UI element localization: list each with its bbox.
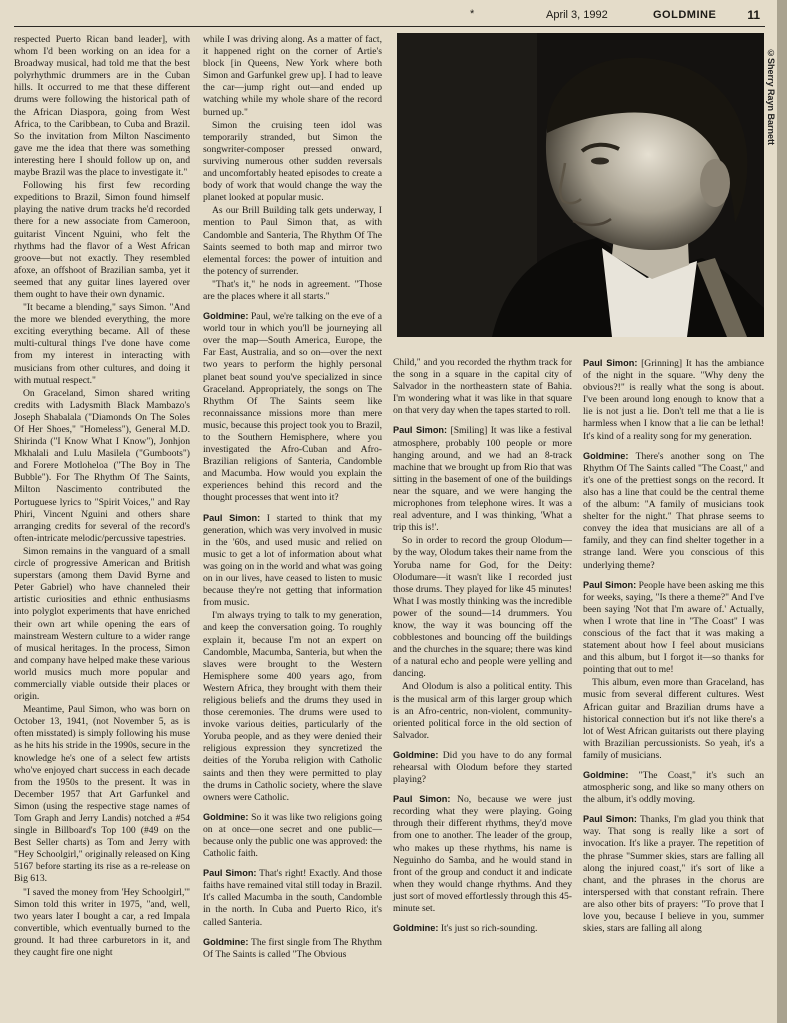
paragraph: So in order to record the group Olodum—by the way, Olodum takes their name from the Yoruba name for God, for the Deity: Olodumare—it wasn't like I recorded just those drums. They played for like 45 minutes! What I was mostly thinking was the incredible power of the sound—14 drummers. You know, the way it was bouncing off the cobblestones and bouncing off the buildings and the churches in the square; there was kind of a natural echo and people were yelling and dancing.	[393, 535, 572, 680]
question	[583, 769, 764, 806]
photo-credit: ©Sherry Rayn Barnett	[766, 48, 776, 146]
answer	[583, 579, 764, 677]
answer-text: Thanks, I'm glad you think that way. That song is really like a sort of invocation. It's like a prayer. The repetition of the phrase "Summer skies, stars are falling all along the injured coast," it's sort of like a chant, and the phrases in the chorus are interspersed with that constant refrain. There are also other bits of prayers: "To prove that I love you, because I believe in you, summer skies, stars are falling all along	[583, 814, 764, 935]
portrait-illustration	[397, 33, 764, 337]
column-3	[393, 357, 572, 936]
question-text: "The Coast," it's such an atmospheric song, and like so many others on the album, it's oddly moving.	[583, 770, 764, 806]
paragraph: This album, even more than Graceland, has music from several different cultures. West African guitar and Brazilian drums have a historical connection but it's not like there's a lot of West African guitarists out there playing with Brazilian percussionists. So yeah, it's a family of musicians.	[583, 677, 764, 761]
question-text: There's another song on The Rhythm Of The Saints called "The Coast," and it's one of the prettiest songs on the record. It also has a line that could be the central theme of the album: "A family of musicians took shelter for the night." That phrase seems to convey the idea that musicians are all of a family, and they can find shelter together in a strange land. Were you conscious of this underlying theme?	[583, 450, 764, 571]
speaker-goldmine: Goldmine:	[583, 770, 629, 780]
paragraph: Meantime, Paul Simon, who was born on October 13, 1941, (not November 5, as is often misstated) is simply following his muse as he hits his stride in the 1990s, secure in the knowledge he's one of a select few artists who've enjoyed chart success in each decade from the 1950s to the present. It was in December 1957 that Art Garfunkel and Simon (using the respective stage names of Tom Graph and Jerry Landis) notched a #54 single in Billboard's Top 100 (#49 on the Best Seller charts) as Tom and Jerry with "Hey Schoolgirl," originally released on King 5167 before starting its rise as a re-release on Big 613.	[14, 704, 190, 885]
paragraph: while I was driving along. As a matter of fact, it happened right on the corner of Artie's block [in Queens, New York where both Simon and Garfunkel grew up]. I had to leave the car—jump right out—and ended up watching while my whole share of the record burned up."	[203, 34, 382, 118]
speaker-paul-simon: Paul Simon:	[583, 814, 637, 825]
page-number: 11	[747, 8, 760, 22]
paragraph: Following his first few recording expeditions to Brazil, Simon found himself playing the native drum tracks he'd recorded there for a new associate from Cameroon, guitarist Vincent Nguini, who felt the rhythms had the flavor of a West African groove—but not exactly. They resembled afoxe, an offshoot of Brazilian samba, yet it seemed that any guitar lines layered over them ought to have their own dynamic.	[14, 180, 190, 300]
page-edge	[777, 0, 787, 1023]
paragraph: "It became a blending," says Simon. "And the more we blended everything, the more exciting everything became. All of these multi-cultural things I've done have come from my interest in interacting with musicians from other cultures, and doing it with mutual respect."	[14, 302, 190, 386]
paragraph: Simon the cruising teen idol was temporarily stranded, but Simon the songwriter-composer pressed onward, surviving numerous other sudden reversals and uncomfortably heated episodes to create a body of work that would change the way the planet looked at popular music.	[203, 119, 382, 204]
question	[203, 811, 382, 860]
paragraph: Simon remains in the vanguard of a small circle of progressive American and British superstars (among them David Byrne and Peter Gabriel) who have channeled their artistic curiosities and ethnic enthusiasms into polyglot experiments that have enriched their own art while opening the ears of mainstream Western culture to a wider range of musical heritages. In the process, Simon and company have helped make these various world musics much more popular and commercially viable outside their places or origin.	[14, 545, 190, 703]
answer	[393, 424, 572, 534]
answer-text: People have been asking me this for weeks, saying, "Is there a theme?" And I've been saying 'Not that I'm aware of.' Actually, when I wrote that line in "The Coast" I was conscious of the fact that it was making a statement about how I feel about musicians and this album, but I forgot it—so thanks for pointing that out to me!	[583, 579, 764, 676]
column-2	[203, 34, 382, 962]
question-text: Did you have to do any formal rehearsal with Olodum before they started playing?	[393, 749, 572, 786]
paragraph: "I saved the money from 'Hey Schoolgirl,'" Simon told this writer in 1975, "and, well, two years later I bought a car, a red Impala convertible, which eventually burned to the ground. It had three carburetors in it, and they caught fire one night	[14, 886, 190, 959]
speaker-goldmine: Goldmine:	[203, 311, 249, 322]
question-text: So it was like two religions going on at once—one secret and one public—because only the public one was approved: the Catholic faith.	[203, 811, 382, 860]
question	[203, 310, 382, 505]
paragraph: respected Puerto Rican band leader], with whom I'd been working on an idea for a Broadway musical, had told me that the best polyrhythmic drummers are in the Cuban hills. It occurred to me that these different drums were following the historical path of the African Diaspora, going from West Africa, to the Caribbean, to Cuba and Brazil. So the invitation from Milton Nascimento gave me the idea that there was something interesting here I should follow up on, and maybe Brazil was the place to investigate it."	[14, 34, 190, 179]
page-header	[470, 8, 760, 26]
paragraph: "That's it," he nods in agreement. "Those are the places where it all starts."	[203, 278, 382, 302]
header-star: *	[470, 8, 475, 20]
paragraph: As our Brill Building talk gets underway, I mention to Paul Simon that, as with Candomble and Santeria, The Rhythm Of The Saints seemed to both map and mirror two elemental forces: the power of intuition and the potency of surrender.	[203, 205, 382, 277]
speaker-paul-simon: Paul Simon:	[393, 794, 451, 805]
question-text: Paul, we're talking on the eve of a world tour in which you'll be journeying all over the map—South America, Europe, the Far East, Australia, and so on—over the next two years to perform the highly personal planet beat sound you've specialized in since Graceland. Appropriately, the songs on The Rhythm Of The Saints seem like reconnaissance missions more than mere music, because this project took you to Brazil, to the Southern Hemisphere, where you investigated the Afro-Cuban and Afro-Brazilian religions of Santeria, Candomble and Macumba. How would you explain the experiences behind this record and the thought processes that went into it?	[203, 311, 382, 504]
column-4	[583, 357, 764, 936]
header-rule	[14, 26, 765, 27]
question	[203, 936, 382, 961]
question-text: It's just so rich-sounding.	[440, 923, 538, 935]
speaker-paul-simon: Paul Simon:	[203, 868, 257, 879]
portrait-photo	[397, 33, 764, 337]
paragraph: On Graceland, Simon shared writing credits with Ladysmith Black Mambazo's Joseph Shabalala ("Diamonds On The Soles Of Her Shoes," "Homeless"), General M.D. Shirinda ("I Know What I Know"), Jonhjon Mkhalali and Lulu Masilela ("Gumboots") and Forere Motloheloa ("The Boy in The Bubble"). For The Rhythm Of The Saints, Milton Nascimento contributed the Portuguese lyrics to "Spirit Voices," and Ray Phiri, Vincent Nguini and others share arranging credits for several of the record's often-intricate melodic/percussive tapestries.	[14, 387, 190, 544]
speaker-goldmine: Goldmine:	[583, 450, 629, 461]
answer-text: No, because we were just recording what they were playing. Going through their different rhythms, they'd move from one to another. The leader of the group, who makes up these rhythms, his name is Neguinho do Samba, and he would stand in front of the group and conduct it and indicate when they would change rhythms. And they just sort of moved effortlessly through this 45-minute set.	[393, 794, 572, 915]
answer	[393, 793, 572, 915]
speaker-goldmine: Goldmine:	[393, 749, 439, 760]
speaker-goldmine: Goldmine:	[393, 923, 439, 934]
answer	[583, 813, 764, 935]
answer	[203, 512, 382, 610]
speaker-paul-simon: Paul Simon:	[583, 358, 638, 368]
speaker-paul-simon: Paul Simon:	[393, 425, 448, 436]
question	[393, 749, 572, 786]
speaker-goldmine: Goldmine:	[203, 811, 249, 822]
answer	[583, 357, 764, 443]
issue-date: April 3, 1992	[546, 9, 608, 21]
answer-text: That's right! Exactly. And those faiths have remained vital still today in Brazil. It's called Macumba in the south, Candomble in the north. In Cuba and Puerto Rico, it's called Santeria.	[203, 868, 382, 928]
answer-text: [Grinning] It has the ambiance of the night in the square. "Why deny the obvious?!" is really what the song is about. I've been around long enough to know that a lie is not just a lie. Don't tell me that a lie is harmless when I know that a lie can be lethal! It's kind of a reality song for my generation.	[583, 358, 765, 442]
question	[393, 922, 572, 935]
paragraph: Child," and you recorded the rhythm track for the song in a square in the capital city of Salvador in the northeastern state of Bahia. I'm wondering what it was like in that square on that very day when the tapes started to roll.	[393, 357, 572, 417]
magazine-name: GOLDMINE	[653, 9, 717, 21]
question-text: The first single from The Rhythm Of The Saints is called "The Obvious	[203, 936, 382, 960]
question	[583, 450, 764, 572]
answer-text: I started to think that my generation, which was very involved in music in the '60s, and used music and relied on music to get a lot of information about what was going on in the world and what was going on in our lives, have ceased to listen to music because they're not getting that information from music.	[203, 512, 382, 609]
speaker-paul-simon: Paul Simon:	[583, 579, 637, 590]
paragraph: And Olodum is also a political entity. This is the musical arm of this larger group which is an Afro-centric, non-violent, community-oriented political force in the old section of Salvador.	[393, 681, 572, 741]
answer	[203, 867, 382, 928]
speaker-paul-simon: Paul Simon:	[203, 512, 261, 523]
speaker-goldmine: Goldmine:	[203, 936, 249, 947]
column-1	[14, 34, 190, 960]
paragraph: I'm always trying to talk to my generation, and keep the conversation going. To roughly explain it, because I'm not an expert on Candomble, Macumba, Santeria, but when the slaves were brought to the Western Hemisphere some 400 years ago, from Western Africa, they brought with them their religious beliefs and the drums they used in those ceremonies. The drums were used to invoke various deities, particularly of the Yoruba people, and as they were denied their religious expression they syncretized the deities of the Yoruba religion with Catholic saints and then they were permitted to play the drums in Catholic society, where the slave owners were Catholic.	[203, 610, 382, 803]
answer-text: [Smiling] It was like a festival atmosphere, probably 100 people or more hanging around, and we had an 8-track machine that we brought up from Rio that was sitting in the basement of one of the buildings near the square, and we were hanging the microphones from telephone wires. It was a real adventure, and I was thinking, 'What a trip this is!'.	[393, 425, 573, 534]
